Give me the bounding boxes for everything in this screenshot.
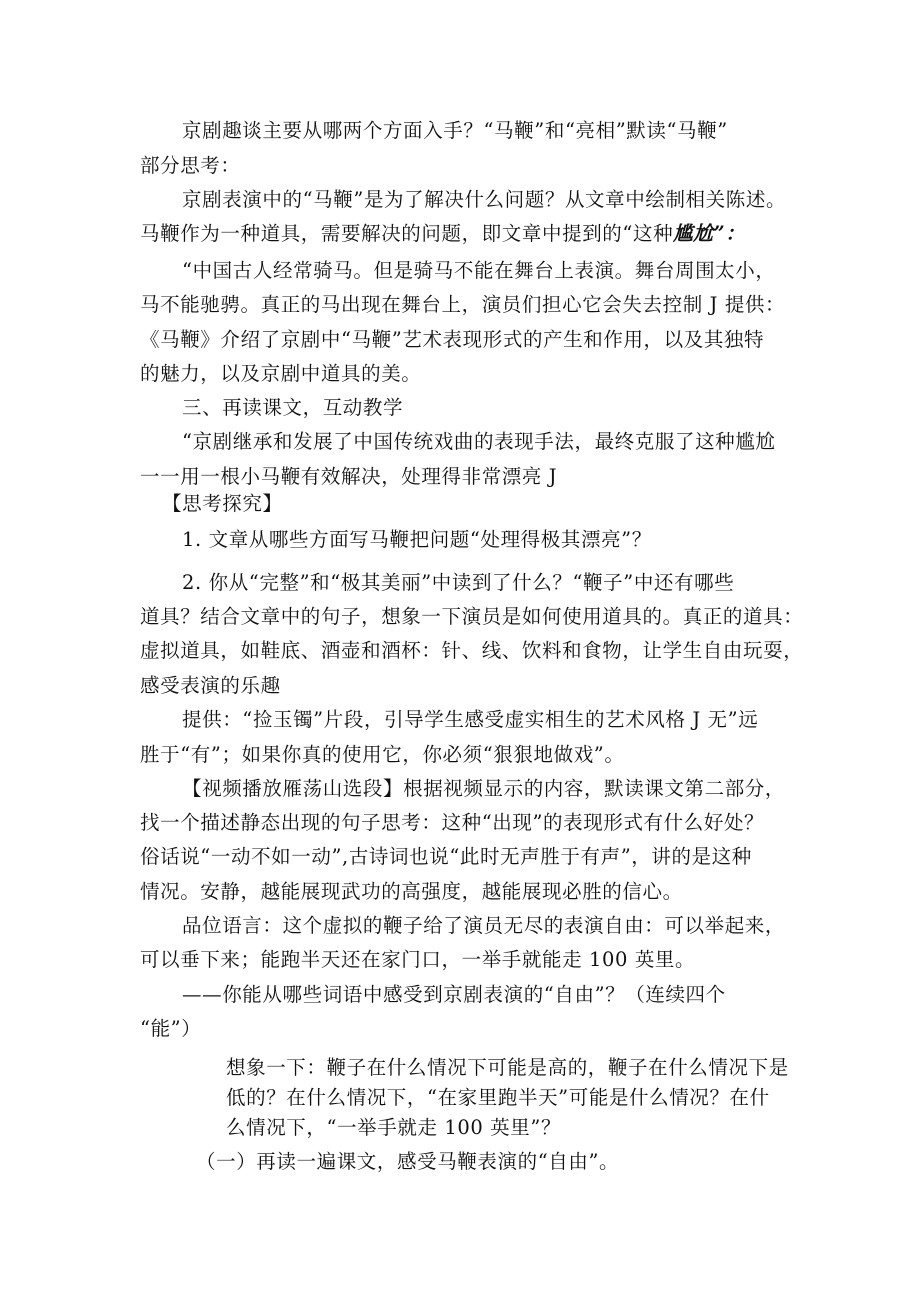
- text-line: 感受表演的乐趣: [140, 674, 281, 697]
- question-2: 2. 你从“完整”和“极其美丽”中读到了什么？“鞭子”中还有哪些: [182, 571, 735, 594]
- text-line: ——你能从哪些词语中感受到京剧表演的“自由”？（连续四个: [182, 983, 726, 1006]
- question-1: 1. 文章从哪些方面写马鞭把问题“处理得极其漂亮”？: [182, 528, 652, 551]
- text-line: 的魅力，以及京剧中道具的美。: [140, 362, 422, 385]
- text-line: 胜于“有”；如果你真的使用它，你必须“狠狠地做戏”。: [140, 743, 625, 766]
- text-line: 马不能驰骋。真正的马出现在舞台上，演员们担心它会失去控制 J 提供：: [140, 293, 786, 316]
- text-line: 京剧表演中的“马鞭”是为了解决什么问题？从文章中绘制相关陈述。: [182, 188, 787, 211]
- text-line: 一一用一根小马鞭有效解决，处理得非常漂亮 J: [140, 465, 558, 488]
- text-line: “京剧继承和发展了中国传统戏曲的表现手法，最终克服了这种尴尬: [182, 430, 776, 453]
- text-line: 情况。安静，越能展现武功的高强度，越能展现必胜的信心。: [140, 880, 683, 903]
- text-line: 京剧趣谈主要从哪两个方面入手？“马鞭”和“亮相”默读“马鞭”: [182, 119, 728, 142]
- section-label: 【思考探究】: [162, 492, 283, 515]
- text-line: “中国古人经常骑马。但是骑马不能在舞台上表演。舞台周围太小，: [182, 259, 776, 282]
- text-line: 品位语言：这个虚拟的鞭子给了演员无尽的表演自由：可以举起来，: [182, 914, 786, 937]
- text-line: 么情况下，“一举手就走 100 英里”？: [226, 1116, 562, 1139]
- emphasized-word: 尴尬: [673, 222, 714, 245]
- text-line: 想象一下：鞭子在什么情况下可能是高的，鞭子在什么情况下是: [226, 1056, 789, 1079]
- text-line: 虚拟道具，如鞋底、酒壶和酒杯：针、线、饮料和食物，让学生自由玩耍，: [140, 639, 804, 662]
- text-line: 道具？结合文章中的句子，想象一下演员是如何使用道具的。真正的道具：: [140, 605, 804, 628]
- text-span: 马鞭作为一种道具，需要解决的问题，即文章中提到的“这种: [140, 222, 674, 245]
- text-line: 部分思考：: [140, 154, 241, 177]
- text-line: 可以垂下来；能跑半天还在家门口，一举手就能走 100 英里。: [140, 948, 696, 971]
- text-line: 俗话说“一动不如一动”,古诗词也说“此时无声胜于有声”，讲的是这种: [140, 845, 752, 868]
- section-heading: 三、再读课文，互动教学: [182, 396, 404, 419]
- text-line: “能”）: [140, 1017, 202, 1040]
- text-line: 《马鞭》介绍了京剧中“马鞭”艺术表现形式的产生和作用，以及其独特: [140, 328, 765, 351]
- text-line: 【视频播放雁荡山选段】根据视频显示的内容，默读课文第二部分，: [182, 777, 786, 800]
- text-line: （一）再读一遍课文，感受马鞭表演的“自由”。: [196, 1150, 620, 1173]
- text-line: 找一个描述静态出现的句子思考：这种“出现”的表现形式有什么好处？: [140, 811, 765, 834]
- text-line: 低的？在什么情况下，“在家里跑半天”可能是什么情况？在什: [226, 1086, 770, 1109]
- text-line: 提供：“捡玉镯”片段，引导学生感受虚实相生的艺术风格 J 无”远: [182, 708, 759, 731]
- text-line: [140, 224, 745, 244]
- text-span: ”：: [713, 222, 746, 245]
